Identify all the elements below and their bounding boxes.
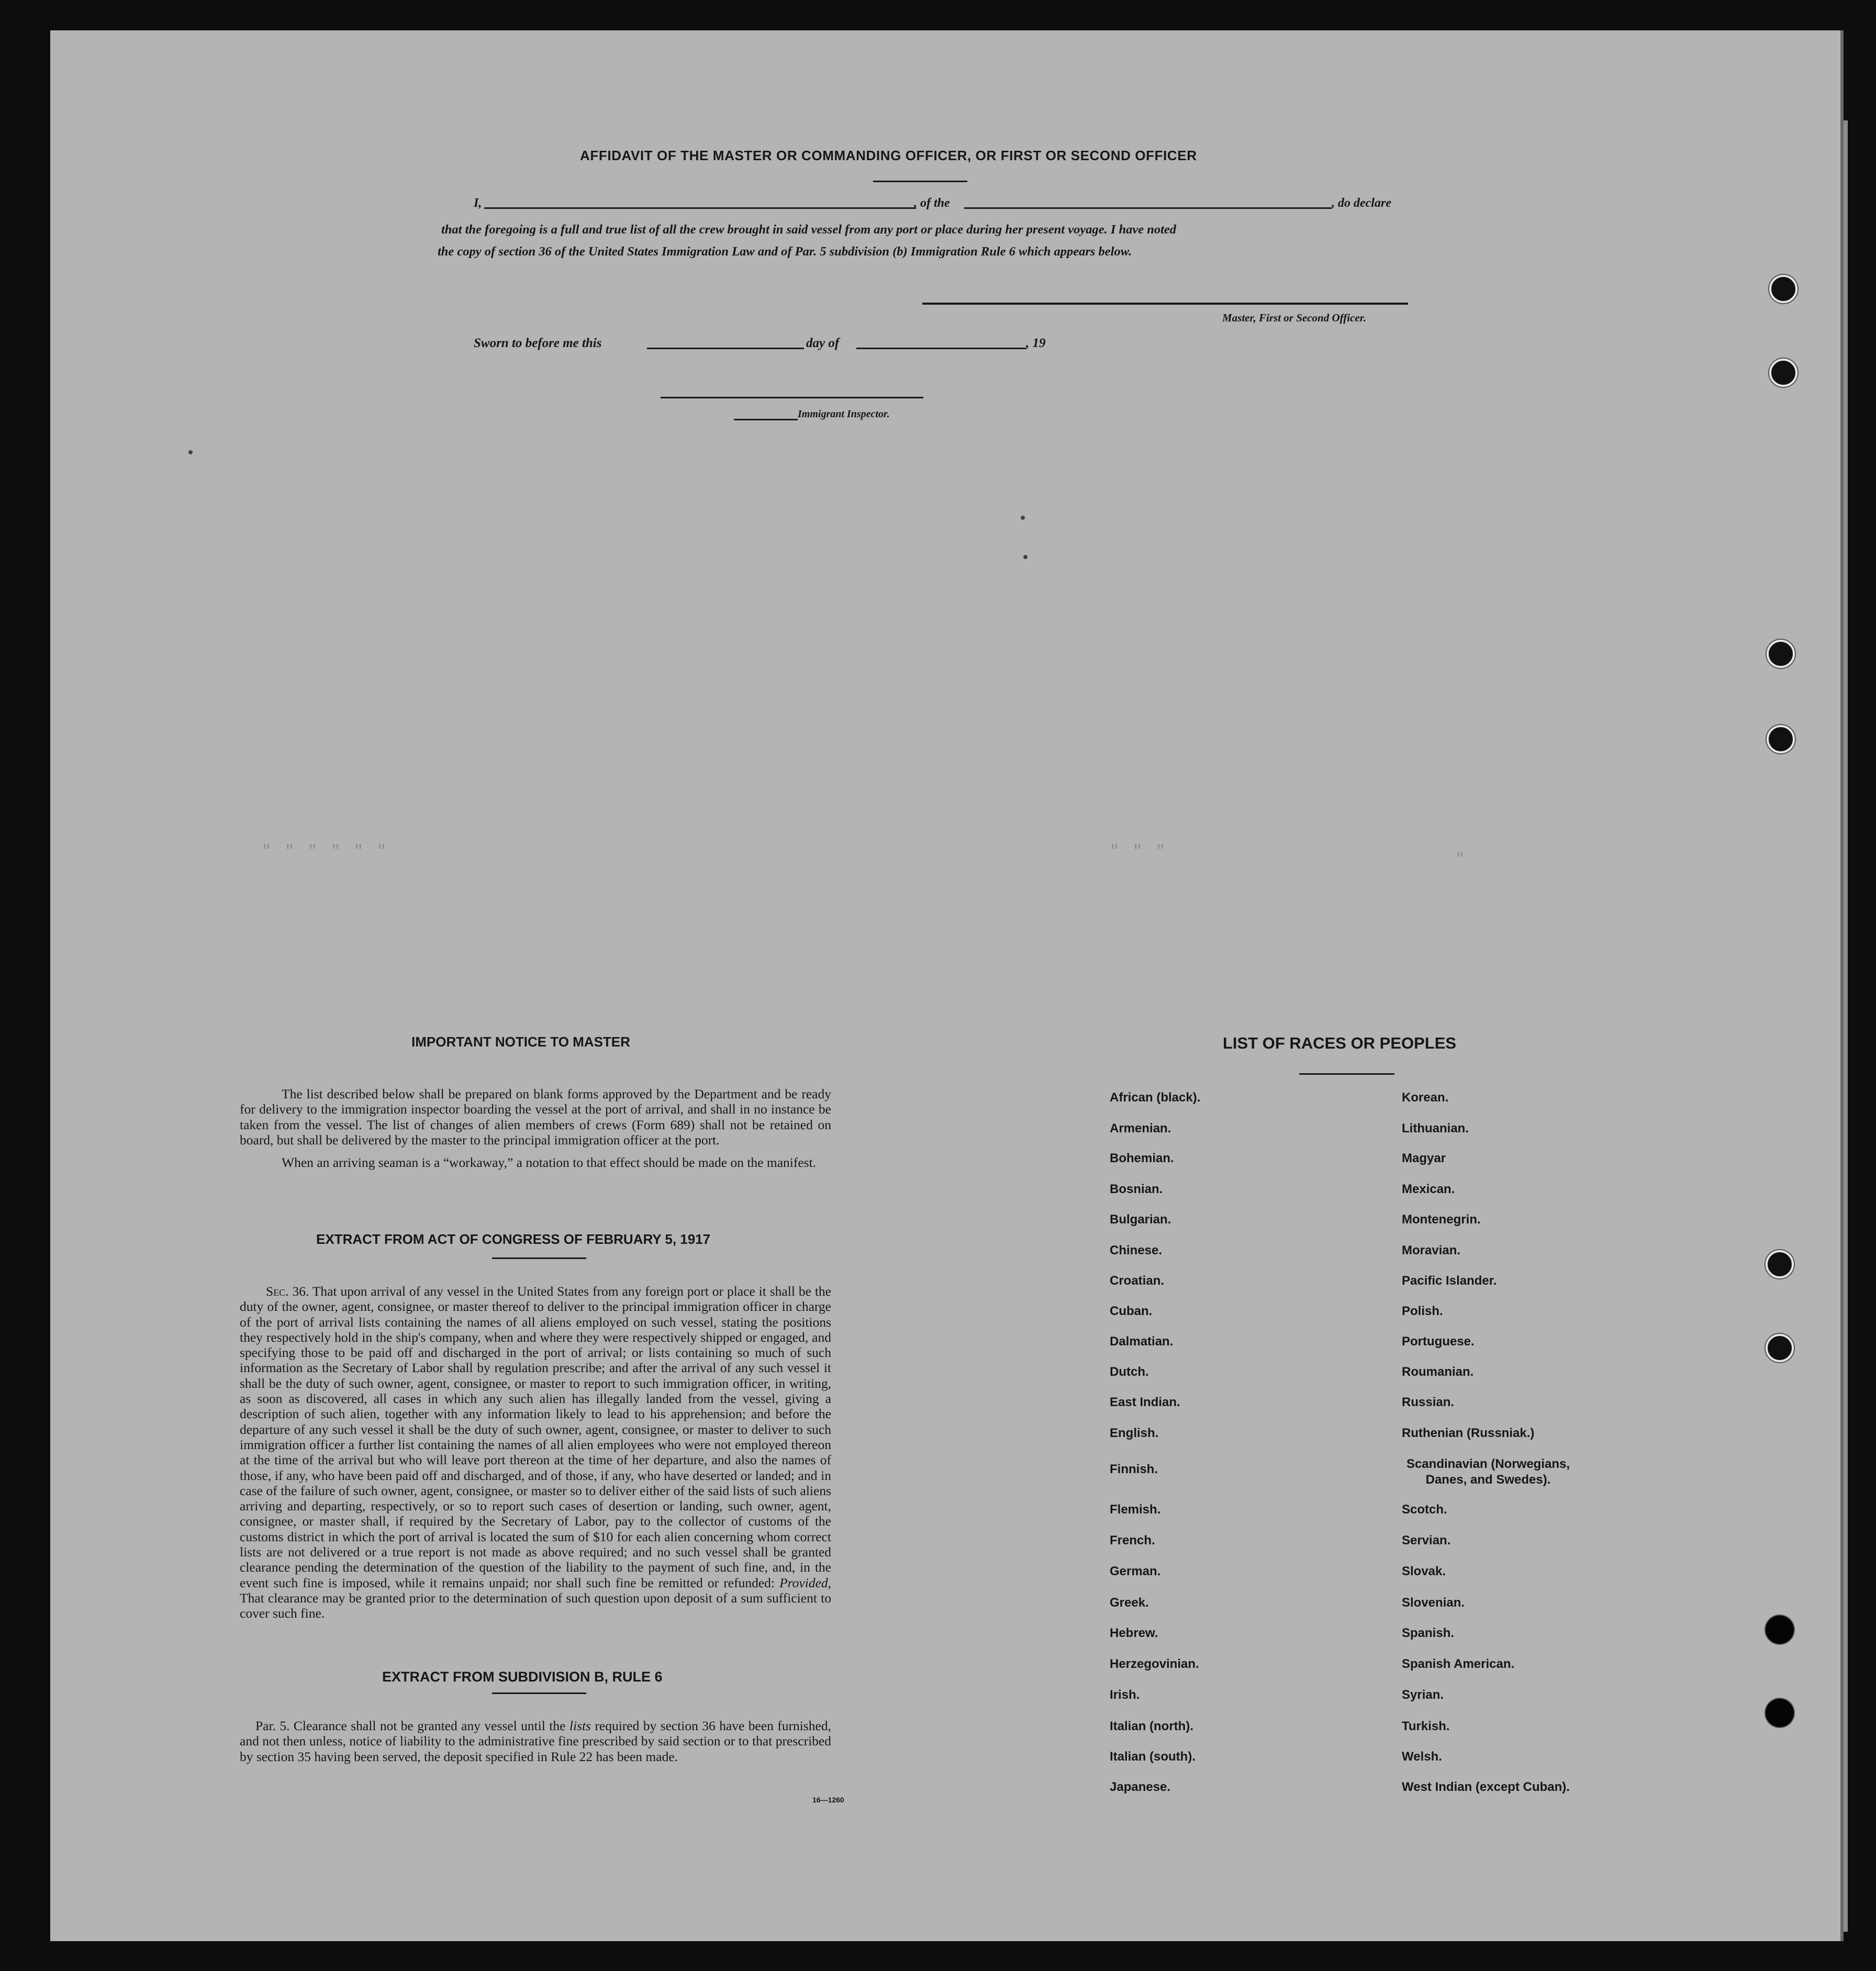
- race-item: Welsh.: [1402, 1750, 1442, 1764]
- race-item: Italian (south).: [1110, 1750, 1196, 1764]
- race-item: Roumanian.: [1402, 1365, 1474, 1379]
- specks: [188, 450, 193, 454]
- race-item: Italian (north).: [1110, 1719, 1193, 1733]
- master-signature-line: [922, 303, 1408, 305]
- specks: [1023, 555, 1028, 559]
- race-item: German.: [1110, 1564, 1161, 1578]
- race-item: Bulgarian.: [1110, 1212, 1171, 1227]
- race-item: Turkish.: [1402, 1719, 1450, 1733]
- specks: [1021, 516, 1025, 520]
- notice-title: IMPORTANT NOTICE TO MASTER: [411, 1034, 630, 1050]
- races-title-rule: [1299, 1073, 1394, 1075]
- race-item: Japanese.: [1110, 1780, 1171, 1794]
- race-item: Dalmatian.: [1110, 1334, 1174, 1349]
- of-the-label: , of the: [914, 196, 950, 210]
- section-36-proviso: That clearance may be granted prior to the determination of such question upon deposit of a sum sufficient to cover such fine.: [240, 1590, 831, 1621]
- race-item: Syrian.: [1402, 1688, 1444, 1702]
- bleed-through-text: " " " " " ": [262, 843, 389, 861]
- bleed-through-text: ": [1455, 851, 1467, 868]
- race-item: Irish.: [1110, 1688, 1140, 1702]
- race-item: Portuguese.: [1402, 1334, 1475, 1349]
- extract-act-rule: [492, 1257, 586, 1259]
- race-item: Chinese.: [1110, 1243, 1163, 1257]
- section-label: Sec. 36.: [266, 1284, 309, 1299]
- race-item: West Indian (except Cuban).: [1402, 1780, 1570, 1794]
- race-item: Spanish.: [1402, 1626, 1455, 1640]
- affidavit-statement-line1: that the foregoing is a full and true list of all the crew brought in said vessel from any port or place during her present voyage. I have noted: [441, 222, 1177, 237]
- race-item: Lithuanian.: [1402, 1121, 1469, 1135]
- race-item: Magyar: [1402, 1151, 1446, 1165]
- race-item: Flemish.: [1110, 1502, 1161, 1517]
- race-item: Pacific Islander.: [1402, 1274, 1497, 1288]
- rule-text-1: Par. 5. Clearance shall not be granted any vessel until the: [255, 1718, 566, 1733]
- race-item: Polish.: [1402, 1304, 1443, 1318]
- extract-act-title: EXTRACT FROM ACT OF CONGRESS OF FEBRUARY 5, 1917: [316, 1231, 711, 1247]
- do-declare-label: , do declare: [1332, 196, 1391, 210]
- race-item: Montenegrin.: [1402, 1212, 1481, 1227]
- race-item: Moravian.: [1402, 1243, 1461, 1257]
- race-item: Bosnian.: [1110, 1182, 1163, 1196]
- name-blank-line: [484, 207, 916, 209]
- master-signature-caption: Master, First or Second Officer.: [1222, 311, 1366, 324]
- race-item: Russian.: [1402, 1395, 1455, 1409]
- section-36-text: That upon arrival of any vessel in the United States from any foreign port or place it shall be the duty of the owner, agent, consignee, or master thereof to deliver to the principal immigration officer in charge of the port of arrival lists containing the names of all aliens employed on such vessel, stating the positions they respectively hold in the ship's company, when and where they were respectively shipped or engaged, and specifying those to be paid off and discharged in the port of arrival; or lists containing so much of such information as the Secretary of Labor shall by regulation prescribe; and after the arrival of any such vessel it shall be the duty of such owner, agent, consignee, or master to report to such immigration officer, in writing, as soon as discovered, all cases in which any such alien has illegally landed from the vessel, giving a description of such alien, together with any information likely to lead to his apprehension; and before the departure of any such vessel it shall be the duty of such owner, agent, consignee, or master to deliver to such immigration officer a further list containing the names of all alien employees who were not employed thereon at the time of the arrival but who will leave port thereon at the time of her departure, and also the names of those, if any, who have been paid off and discharged, and of those, if any, who have deserted or landed; and in case of the failure of such owner, agent, consignee, or master so to deliver either of the said lists of such aliens arriving and departing, respectively, or so to report such cases of desertion or landing, such owner, agent, consignee, or master shall, if required by the Secretary of Labor, pay to the collector of customs of the customs district in which the port of arrival is located the sum of $10 for each alien concerning whom correct lists are not delivered or a true report is not made as above required; and no such vessel shall be granted clearance pending the determination of the question of the liability to the payment of such fine, and, in the event such fine is imposed, while it remains unpaid; nor shall such fine be remitted or refunded:: [240, 1284, 831, 1590]
- race-item: Dutch.: [1110, 1365, 1149, 1379]
- sworn-month-line: [856, 348, 1026, 349]
- race-item: Greek.: [1110, 1596, 1149, 1610]
- inspector-caption: Immigrant Inspector.: [798, 408, 890, 420]
- race-item: French.: [1110, 1533, 1155, 1547]
- race-item: Bohemian.: [1110, 1151, 1174, 1165]
- extract-act-body: [240, 1284, 831, 1621]
- race-item: Slovak.: [1402, 1564, 1446, 1578]
- notice-paragraph-2: When an arriving seaman is a “workaway,” a notation to that effect should be made on the manifest.: [282, 1155, 817, 1171]
- race-item: Mexican.: [1402, 1182, 1455, 1196]
- race-item: Scotch.: [1402, 1502, 1447, 1517]
- binder-hole: [1769, 359, 1797, 387]
- day-of-label: day of: [806, 336, 840, 350]
- binder-hole: [1766, 1616, 1794, 1644]
- extract-rule-rule: [492, 1692, 586, 1694]
- race-item: East Indian.: [1110, 1395, 1180, 1409]
- extract-rule-title: EXTRACT FROM SUBDIVISION B, RULE 6: [382, 1669, 663, 1685]
- provided-word: Provided,: [779, 1575, 832, 1590]
- inspector-short-line: [734, 419, 798, 420]
- bleed-through-text: " " ": [1110, 843, 1168, 861]
- affidavit-title: AFFIDAVIT OF THE MASTER OR COMMANDING OFFICER, OR FIRST OR SECOND OFFICER: [580, 148, 1197, 163]
- document-page: [50, 30, 1844, 1941]
- race-item: Hebrew.: [1110, 1626, 1158, 1640]
- affidavit-i-label: I,: [474, 196, 482, 210]
- race-item: Croatian.: [1110, 1274, 1165, 1288]
- race-item: Ruthenian (Russniak.): [1402, 1426, 1535, 1440]
- vessel-blank-line: [964, 207, 1332, 209]
- race-item: Slovenian.: [1402, 1596, 1465, 1610]
- extract-rule-body: [240, 1718, 831, 1764]
- race-item: Servian.: [1402, 1533, 1451, 1547]
- sworn-label: Sworn to before me this: [474, 336, 602, 350]
- notice-paragraph-1: The list described below shall be prepared on blank forms approved by the Department and be ready for delivery to the immigration inspector boarding the vessel at the port of arrival, and shall in no instance be taken from the vessel. The list of changes of alien members of crews (Form 689) shall not be retained on board, but shall be delivered by the master to the principal immigration officer at the port.: [240, 1086, 831, 1148]
- title-rule: [873, 181, 967, 182]
- rule-text-2: required by section 36 have been furnished, and not then unless, notice of liability to the administrative fine prescribed by said section or to that prescribed by section 35 having been served, the deposit specified in Rule 22 has been made.: [240, 1718, 831, 1764]
- race-item: African (black).: [1110, 1090, 1201, 1105]
- race-item: Finnish.: [1110, 1462, 1158, 1476]
- lists-word: lists: [569, 1718, 591, 1733]
- form-number: 16—1260: [812, 1796, 844, 1804]
- binder-hole: [1766, 1250, 1794, 1278]
- race-item: Herzegovinian.: [1110, 1657, 1199, 1671]
- inspector-signature-line: [661, 397, 923, 398]
- binder-hole: [1767, 640, 1795, 668]
- race-item: Armenian.: [1110, 1121, 1171, 1135]
- year-label: , 19: [1026, 336, 1046, 350]
- race-item: Spanish American.: [1402, 1657, 1515, 1671]
- binder-hole: [1766, 1334, 1794, 1362]
- binder-hole: [1766, 1699, 1794, 1727]
- race-item: Cuban.: [1110, 1304, 1153, 1318]
- race-item: Korean.: [1402, 1090, 1449, 1105]
- race-item: Scandinavian (Norwegians, Danes, and Swedes).: [1406, 1457, 1570, 1487]
- races-title: LIST OF RACES OR PEOPLES: [1223, 1034, 1457, 1052]
- affidavit-statement-line2: the copy of section 36 of the United States Immigration Law and of Par. 5 subdivision (b) Immigration Rule 6 which appears below.: [438, 244, 1132, 259]
- race-item: English.: [1110, 1426, 1159, 1440]
- binder-hole: [1767, 725, 1795, 753]
- notice-body: [240, 1086, 831, 1170]
- sworn-day-line: [647, 348, 804, 349]
- binder-hole: [1769, 275, 1797, 303]
